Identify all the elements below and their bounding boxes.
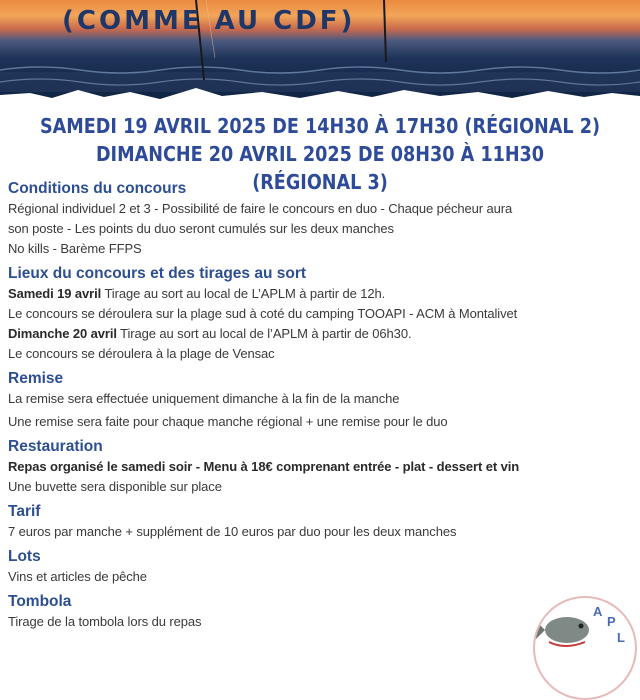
logo-letter: A: [593, 604, 603, 619]
fishing-rod-right: [384, 0, 386, 62]
section-title-restauration: Restauration: [8, 438, 103, 455]
date-line-saturday: SAMEDI 19 AVRIL 2025 DE 14H30 À 17H30 (RÉGIONAL 2): [39, 114, 601, 138]
day1-label: Samedi 19 avril: [8, 286, 102, 301]
day1-text: Tirage au sort au local de L’APLM à partir de 12h.: [101, 286, 386, 301]
conditions-line: son poste - Les points du duo seront cumulés sur les deux manches: [8, 221, 394, 236]
section-title-tarif: Tarif: [8, 503, 41, 520]
day2-label: Dimanche 20 avril: [8, 326, 117, 341]
tombola-line: Tirage de la tombola lors du repas: [8, 614, 202, 629]
restauration-meal: Repas organisé le samedi soir - Menu à 18€ comprenant entrée - plat - dessert et vin: [8, 459, 520, 474]
lieux-day1-draw: [8, 284, 640, 304]
aplm-logo: [533, 596, 637, 700]
fish-eye: [579, 624, 584, 629]
logo-letter: L: [617, 630, 625, 645]
conditions-line: Régional individuel 2 et 3 - Possibilité de faire le concours en duo - Chaque pécheur aura: [8, 201, 513, 216]
fish-tail: [535, 620, 545, 640]
fish-body: [545, 617, 589, 643]
section-title-tombola: Tombola: [8, 593, 72, 610]
lots-line: Vins et articles de pêche: [8, 569, 147, 584]
lieux-day2-draw: [8, 324, 640, 344]
fish-logo-icon: [535, 598, 635, 698]
section-title-lieux: Lieux du concours et des tirages au sort: [8, 265, 307, 282]
restauration-bar: Une buvette sera disponible sur place: [8, 479, 222, 494]
event-details: [8, 179, 640, 632]
day2-text: Tirage au sort au local de l’APLM à partir de 06h30.: [116, 326, 412, 341]
remise-line: Une remise sera faite pour chaque manche régional + une remise pour le duo: [8, 414, 448, 429]
section-title-lots: Lots: [8, 548, 41, 565]
date-line-sunday: DIMANCHE 20 AVRIL 2025 DE 08H30 À 11H30 (RÉGIONAL 3): [95, 142, 545, 194]
hero-sunset-banner: [0, 0, 640, 112]
lieux-day2-place: Le concours se déroulera à la plage de Vensac: [8, 346, 275, 361]
lieux-day1-place: Le concours se déroulera sur la plage sud à coté du camping TOOAPI - ACM à Montalivet: [8, 306, 518, 321]
section-title-remise: Remise: [8, 370, 64, 387]
section-title-conditions: Conditions du concours: [8, 180, 187, 197]
tarif-line: 7 euros par manche + supplément de 10 euros par duo pour les deux manches: [8, 524, 457, 539]
hero-title: (COMME AU CDF): [62, 6, 356, 36]
conditions-line: No kills - Barème FFPS: [8, 241, 142, 256]
remise-line: La remise sera effectuée uniquement dimanche à la fin de la manche: [8, 391, 400, 406]
logo-letter: P: [607, 614, 616, 629]
